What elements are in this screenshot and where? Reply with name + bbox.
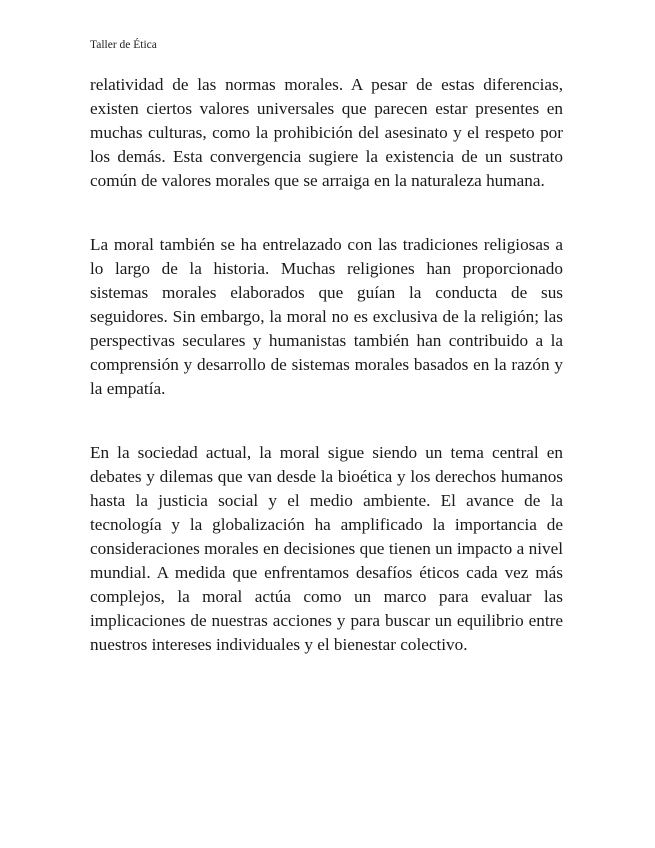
running-header: Taller de Ética — [90, 39, 157, 51]
paragraph-religion: La moral también se ha entrelazado con las tradiciones religiosas a lo largo de la historia. Muchas religiones han proporcionado sistemas morales elaborados que guían la conducta de sus seguidores. Sin embargo, la moral no es exclusiva de la religión; las perspectivas seculares y humanistas también han contribuido a la comprensión y desarrollo de sistemas morales basados en la razón y la empatía. — [90, 235, 563, 398]
paragraph-modern-society: En la sociedad actual, la moral sigue siendo un tema central en debates y dilemas que van desde la bioética y los derechos humanos hasta la justicia social y el medio ambiente. El avance de la tecnología y la globalización ha amplificado la importancia de consideraciones morales en decisiones que tienen un impacto a nivel mundial. A medida que enfrentamos desafíos éticos cada vez más complejos, la moral actúa como un marco para evaluar las implicaciones de nuestras acciones y para buscar un equilibrio entre nuestros intereses individuales y el bienestar colectivo. — [90, 443, 563, 654]
body-text — [90, 73, 563, 657]
paragraph-continuation: relatividad de las normas morales. A pesar de estas diferencias, existen ciertos valores universales que parecen estar presentes en muchas culturas, como la prohibición del asesinato y el respeto por los demás. Esta convergencia sugiere la existencia de un sustrato común de valores morales que se arraiga en la naturaleza humana. — [90, 75, 563, 190]
